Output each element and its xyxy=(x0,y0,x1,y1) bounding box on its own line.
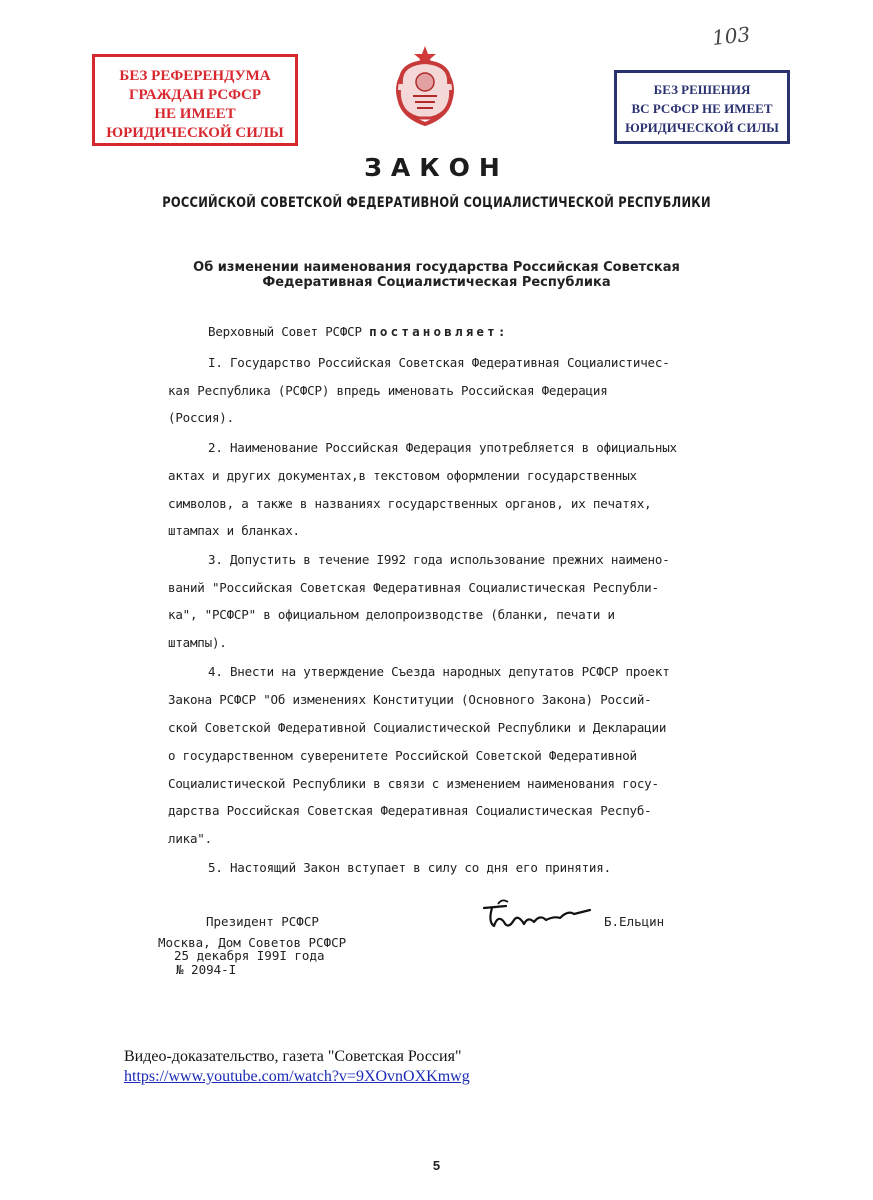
intro-line xyxy=(208,324,509,339)
signatory-name: Б.Ельцин xyxy=(604,914,665,929)
handwritten-page-number: 103 xyxy=(710,22,752,50)
body-line: I. Государство Российская Советская Федеративная Социалистичес- xyxy=(208,355,670,370)
heading-line: Об изменении наименования государства Российская Советская xyxy=(193,260,680,275)
stamp-line: ЮРИДИЧЕСКОЙ СИЛЫ xyxy=(106,125,284,141)
stamp-line: БЕЗ РЕФЕРЕНДУМА xyxy=(119,68,271,84)
body-line: штампах и бланках. xyxy=(168,523,300,538)
body-line: 5. Настоящий Закон вступает в силу со дня его принятия. xyxy=(208,860,611,875)
body-line: 3. Допустить в течение I992 года использование прежних наимено- xyxy=(208,552,670,567)
stamp-line: ГРАЖДАН РСФСР xyxy=(128,87,262,103)
stamp-line: ЮРИДИЧЕСКОЙ СИЛЫ xyxy=(625,120,779,135)
body-line: актах и других документах,в текстовом оформлении государственных xyxy=(168,468,637,483)
body-line: дарства Российская Советская Федеративная Социалистическая Респуб- xyxy=(168,803,652,818)
document-title: ЗАКОН xyxy=(364,153,509,182)
body-line: о государственном суверенитете Российской Советской Федеративной xyxy=(168,748,637,763)
heading-line: Федеративная Социалистическая Республика xyxy=(262,275,611,290)
body-line: символов, а также в названиях государственных органов, их печатях, xyxy=(168,496,652,511)
body-line: ваний "Российская Советская Федеративная Социалистическая Республи- xyxy=(168,580,659,595)
intro-verb: постановляет: xyxy=(369,324,509,339)
signing-date: 25 декабря I99I года xyxy=(174,948,325,963)
stamp-no-referendum xyxy=(92,54,298,146)
document-subtitle: РОССИЙСКОЙ СОВЕТСКОЙ ФЕДЕРАТИВНОЙ СОЦИАЛИСТИЧЕСКОЙ РЕСПУБЛИКИ xyxy=(162,195,711,211)
body-line: Социалистической Республики в связи с изменением наименования госу- xyxy=(168,776,659,791)
video-caption: Видео-доказательство, газета "Советская Россия" xyxy=(124,1048,462,1065)
stamp-line: НЕ ИМЕЕТ xyxy=(154,106,236,122)
body-line: 4. Внести на утверждение Съезда народных депутатов РСФСР проект xyxy=(208,664,670,679)
youtube-link[interactable]: https://www.youtube.com/watch?v=9XOvnOXKmwg xyxy=(124,1068,470,1085)
body-line: ской Советской Федеративной Социалистической Республики и Декларации xyxy=(168,720,667,735)
intro-prefix: Верховный Совет РСФСР xyxy=(208,324,362,339)
signature-image xyxy=(478,896,596,936)
body-line: кая Республика (РСФСР) впредь именовать Российская Федерация xyxy=(168,383,608,398)
law-heading xyxy=(0,260,873,290)
body-line: (Россия). xyxy=(168,410,234,425)
body-line: штампы). xyxy=(168,635,227,650)
signing-place: Москва, Дом Советов РСФСР xyxy=(158,935,347,950)
body-line: 2. Наименование Российская Федерация употребляется в официальных xyxy=(208,440,677,455)
stamp-no-decision xyxy=(614,70,790,144)
body-line: лика". xyxy=(168,831,212,846)
stamp-line: ВС РСФСР НЕ ИМЕЕТ xyxy=(631,101,773,116)
body-line: ка", "РСФСР" в официальном делопроизводстве (бланки, печати и xyxy=(168,607,615,622)
rsfsr-emblem-icon xyxy=(385,44,465,130)
stamp-line: БЕЗ РЕШЕНИЯ xyxy=(653,82,751,97)
body-line: Закона РСФСР "Об изменениях Конституции (Основного Закона) Россий- xyxy=(168,692,652,707)
signatory-title: Президент РСФСР xyxy=(206,914,319,929)
page-number: 5 xyxy=(432,1158,441,1173)
law-number: № 2094-I xyxy=(176,962,237,977)
